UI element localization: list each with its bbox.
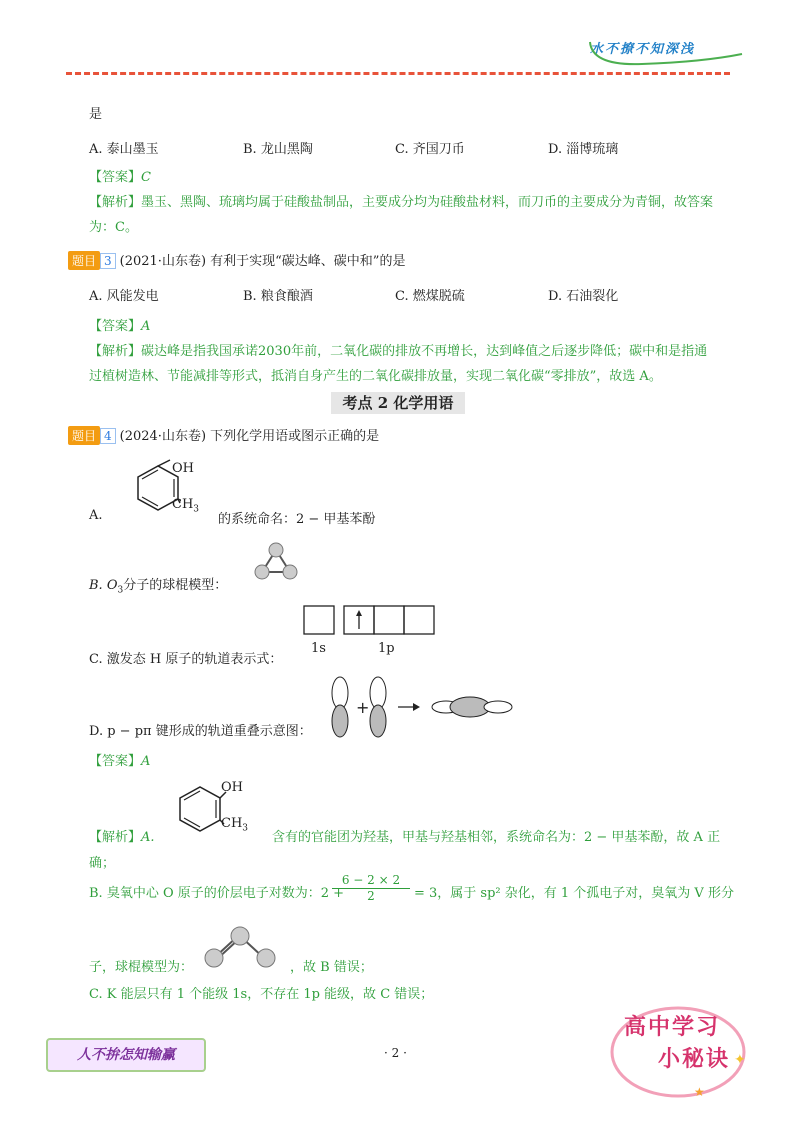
- ch3-sub: 3: [193, 504, 200, 515]
- header-swoosh: [582, 30, 754, 70]
- o3-ball-stick-v-icon: [200, 924, 282, 970]
- stamp-line2: 小秘诀: [658, 1047, 731, 1072]
- answer-label: 【答案】: [89, 319, 142, 334]
- study-tips-stamp: [606, 1000, 756, 1100]
- analysis-a-prefix: A.: [141, 830, 155, 845]
- q3-option-b: B. 粮食酿酒: [243, 289, 313, 304]
- q4-analysis-label: [89, 826, 155, 845]
- svg-text:✦: ✦: [734, 1052, 746, 1068]
- q4-analysis-b-prefix: B. 臭氧中心 O 原子的价层电子对数为：2 +: [89, 886, 345, 901]
- header-badge: 水不撩不知深浅: [590, 42, 696, 57]
- q2-option-c: C. 齐国刀币: [395, 142, 465, 157]
- p-p-pi-overlap-icon: [322, 675, 516, 739]
- q4-option-d: D. p − pπ 键形成的轨道重叠示意图：: [89, 724, 312, 739]
- o3-ball-stick-wrong-icon: [250, 540, 302, 584]
- q4-analysis-a: 含有的官能团为羟基，甲基与羟基相邻，系统命名为：2 − 甲基苯酚，故 A 正: [272, 830, 721, 845]
- q2-analysis-line2: 为：C。: [89, 220, 138, 235]
- q2-answer: [89, 166, 151, 185]
- question-number: 3: [100, 253, 116, 269]
- ch3-label-analysis: [221, 816, 248, 834]
- q4-analysis-a-cont: 确；: [89, 856, 116, 871]
- oh-label: OH: [172, 461, 194, 476]
- answer-value: A: [141, 754, 151, 769]
- svg-text:+: +: [356, 698, 370, 717]
- answer-label: 【答案】: [89, 754, 142, 769]
- question-stem: (2024·山东卷) 下列化学用语或图示正确的是: [119, 429, 380, 444]
- answer-value: A: [141, 319, 151, 334]
- analysis-label: 【解析】: [89, 830, 142, 845]
- q3-stem: [68, 250, 405, 270]
- fraction-numerator: 6 − 2 × 2: [332, 873, 410, 889]
- q4-analysis-b-suffix: = 3，属于 sp² 杂化，有 1 个孤电子对，臭氧为 V 形分: [414, 886, 734, 901]
- orbital-1s-label: 1s: [311, 641, 326, 656]
- q2-option-d: D. 淄博琉璃: [548, 142, 619, 157]
- intro-fragment: 是: [89, 107, 103, 122]
- option-text: 分子的球棍模型：: [123, 578, 228, 593]
- analysis-label: 【解析】: [89, 195, 142, 210]
- q4-option-a-label: A.: [89, 508, 103, 523]
- section-title: 考点 2 化学用语: [331, 392, 465, 414]
- ch3-text: CH: [221, 816, 243, 831]
- footer-motto: 人不拚怎知输赢: [46, 1038, 206, 1072]
- q4-analysis-c: C. K 能层只有 1 个能级 1s，不存在 1p 能级，故 C 错误；: [89, 987, 434, 1002]
- header-divider: [66, 72, 730, 75]
- q4-option-c: C. 激发态 H 原子的轨道表示式：: [89, 652, 283, 667]
- question-number: 4: [100, 428, 116, 444]
- q3-option-c: C. 燃煤脱硫: [395, 289, 465, 304]
- orbital-1p-label: 1p: [378, 641, 395, 656]
- fraction-denominator: 2: [367, 889, 375, 903]
- question-stem: (2021·山东卷) 有利于实现“碳达峰、碳中和”的是: [119, 254, 406, 269]
- q4-stem: [68, 425, 379, 445]
- o3-formula: B. O: [89, 578, 118, 593]
- q4-analysis-b-cont1: 子，球棍模型为：: [89, 960, 194, 975]
- q2-option-b: B. 龙山黑陶: [243, 142, 313, 157]
- stamp-line1: 高中学习: [624, 1015, 721, 1040]
- analysis-label: 【解析】: [89, 344, 142, 359]
- q2-analysis-line1: [89, 191, 713, 210]
- fraction: [332, 873, 410, 903]
- q4-answer: [89, 750, 150, 769]
- page-number: · 2 ·: [384, 1046, 407, 1060]
- q4-option-a-text: 的系统命名：2 − 甲基苯酚: [218, 512, 376, 527]
- analysis-text: 碳达峰是指我国承诺2030年前，二氧化碳的排放不再增长，达到峰值之后逐步降低；碳中和是指通: [141, 344, 708, 359]
- ch3-label: [172, 497, 199, 515]
- q4-option-b: [89, 574, 227, 596]
- oh-label-analysis: OH: [221, 780, 243, 795]
- q3-answer: [89, 315, 150, 334]
- q3-option-d: D. 石油裂化: [548, 289, 619, 304]
- answer-label: 【答案】: [89, 170, 142, 185]
- answer-value: C: [141, 170, 151, 185]
- q3-option-a: A. 风能发电: [89, 289, 159, 304]
- ch3-text: CH: [172, 497, 194, 512]
- q3-analysis-line1: [89, 340, 707, 359]
- svg-text:★: ★: [694, 1085, 705, 1099]
- orbital-diagram: [302, 604, 436, 636]
- q3-analysis-line2: 过植树造林、节能减排等形式，抵消自身产生的二氧化碳排放量，实现二氧化碳“零排放”，故选 A。: [89, 369, 662, 384]
- analysis-text: 墨玉、黑陶、琉璃均属于硅酸盐制品，主要成分均为硅酸盐材料，而刀币的主要成分为青铜，故答案: [141, 195, 714, 210]
- ch3-sub: 3: [242, 823, 249, 834]
- question-tag: 题目: [68, 251, 100, 270]
- question-tag: 题目: [68, 426, 100, 445]
- o3-sub: 3: [117, 585, 124, 596]
- q4-analysis-b-cont2: ，故 B 错误；: [290, 960, 373, 975]
- q2-option-a: A. 泰山墨玉: [89, 142, 159, 157]
